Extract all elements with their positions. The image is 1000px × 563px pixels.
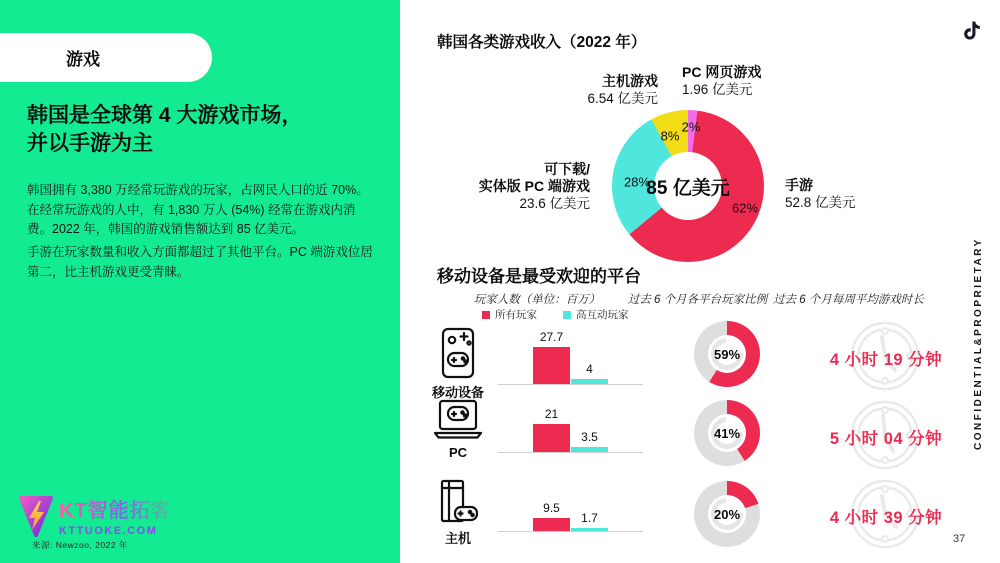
watermark-domain: KTTUOKE.COM [59,525,158,537]
slice-percent-download: 28% [623,174,651,190]
platform-label-pc: PC [448,445,468,460]
avg-time-mobile: 4 小时 19 分钟 [829,351,943,369]
slice-label-console: 主机游戏 6.54 亿美元 [587,73,658,106]
slice-percent-pcweb: 2% [681,119,701,135]
bar-value-all-console: 9.5 [543,501,560,516]
legend-item-all-players: 所有玩家 [482,307,537,322]
gauge-console [694,481,760,547]
gauge-pc [694,400,760,466]
bar-value-engaged-console: 1.7 [581,511,598,525]
body-paragraph-2: 手游在玩家数量和收入方面都超过了其他平台。PC 端游戏位居第二，比主机游戏更受青睐。 [27,245,373,279]
watermark-brand: KT智能拓客 [59,494,172,523]
page-number: 37 [953,533,966,545]
donut-center-label: 85 亿美元 [646,177,730,199]
bar-value-engaged-mobile: 4 [586,361,593,376]
confidential-vertical-text: CONFIDENTIAL&PROPRIETARY [973,237,984,450]
bar-group-pc [498,395,643,453]
platform-console [424,479,492,547]
mobile-phone-gamepad-icon [424,327,492,379]
revenue-donut-chart [612,110,764,262]
slice-label-download: 可下载/ 实体版 PC 端游戏 23.6 亿美元 [478,161,590,211]
platform-mobile [424,327,492,401]
players-column-header: 玩家人数（单位：百万） [473,294,601,306]
body-paragraph-1: 韩国拥有 3,380 万经常玩游戏的玩家，占网民人口的近 70%。在经常玩游戏的人中，有 1,830 万人 (54%) 经常在游戏内消费。2022 年，韩国的游戏销售额达到 85 亿美元。 [27,183,369,236]
bar-value-all-mobile: 27.7 [539,329,564,344]
legend-item-engaged-players: 高互动玩家 [563,307,629,322]
avg-time-pc: 5 小时 04 分钟 [829,430,943,448]
slice-label-pcweb: PC 网页游戏 1.96 亿美元 [682,64,762,97]
platform-pc [424,398,492,460]
laptop-gamepad-icon [424,398,492,442]
bar-value-all-pc: 21 [544,406,559,421]
gauge-label-pc: 41% [713,425,741,441]
slice-percent-console: 8% [660,128,680,144]
gauge-column-header: 过去 6 个月各平台玩家比例 [627,294,768,306]
headline-line2: 并以手游为主 [27,132,153,155]
avg-time-console: 4 小时 39 分钟 [829,509,943,527]
bar-all-console [533,518,570,531]
console-gamepad-icon [424,479,492,525]
slice-percent-mobile: 62% [731,200,759,216]
bar-legend [482,307,629,322]
bar-group-mobile [498,327,643,385]
legend-swatch-cyan [563,311,571,319]
platform-label-console: 主机 [444,531,471,546]
section-badge [0,33,212,82]
headline [27,102,383,158]
time-column-header: 过去 6 个月每周平均游戏时长 [773,294,924,306]
watermark-logo [18,494,172,543]
platform-label-mobile: 移动设备 [431,385,484,400]
bar-value-engaged-pc: 3.5 [581,430,598,445]
section-badge-label: 游戏 [66,50,100,69]
gauge-label-mobile: 59% [713,346,741,362]
platform-section-title: 移动设备是最受欢迎的平台 [437,267,641,286]
tiktok-note-icon [963,20,981,46]
bar-all-mobile [533,347,570,384]
bar-group-console [498,474,643,532]
left-panel [0,0,400,563]
bar-baseline [498,452,643,453]
gauge-label-console: 20% [713,506,741,522]
gauge-mobile [694,321,760,387]
bar-all-pc [533,424,570,452]
source-note: 来源: Newzoo, 2022 年 [32,540,128,550]
headline-line1: 韩国是全球第 4 大游戏市场， [27,104,303,127]
lightning-bolt-shield-icon [18,494,54,543]
donut-chart-title: 韩国各类游戏收入（2022 年） [437,34,647,51]
legend-swatch-red [482,311,490,319]
bar-baseline [498,384,643,385]
slice-label-mobile: 手游 52.8 亿美元 [785,177,856,210]
bar-baseline [498,531,643,532]
donut-hole [646,152,730,220]
